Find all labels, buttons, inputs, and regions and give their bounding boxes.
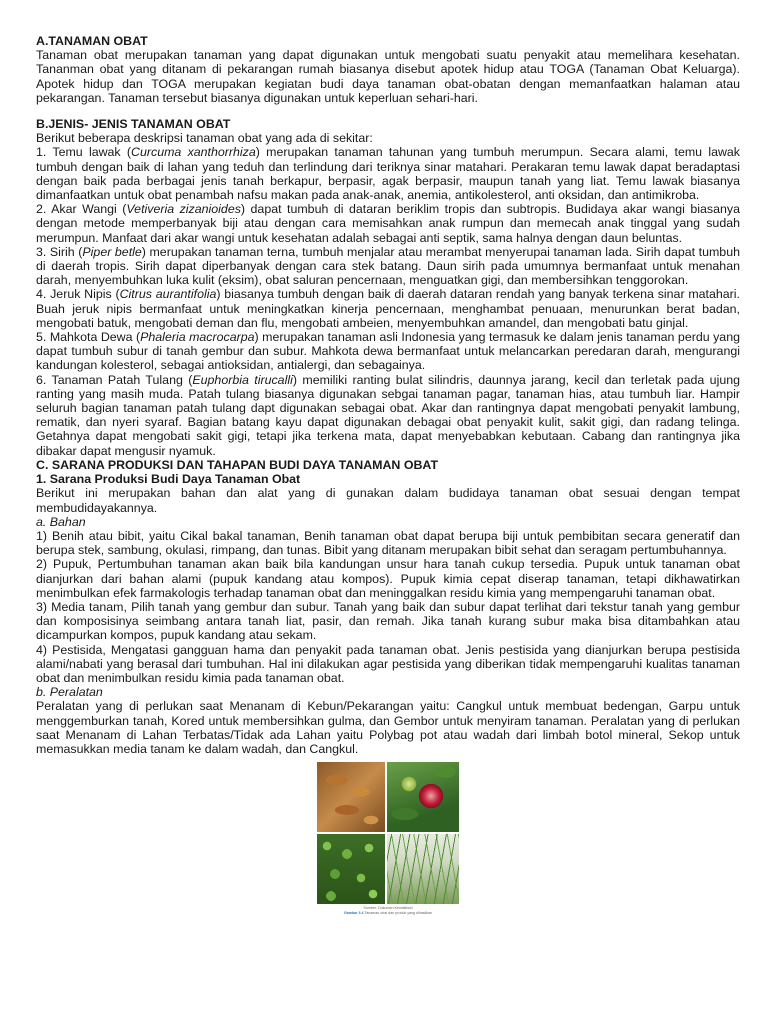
plant-item-2: 2. Akar Wangi (Vetiveria zizanioides) dapat tumbuh di dataran beriklim tropis dan subtropis. Budidaya akar wangi biasanya dengan metode memperbanyak biji atau dengan cara memisahkan anak rumpun dan memecah anak tinggal yang sudah merumpun. Manfaat dari akar wangi untuk kesehatan adalah sebagai anti septik, sama halnya dengan daun beluntas.: [36, 202, 740, 245]
figure-caption: [317, 906, 459, 915]
figure-caption-line: [317, 911, 459, 915]
plant-photo-figure: [317, 762, 459, 915]
bahan-item-2: 2) Pupuk, Pertumbuhan tanaman akan baik bila kandungan unsur hara tanah cukup tersedia. Pupuk untuk tanaman obat dianjurkan dari bahan alami (pupuk kandang atau kompos). Pupuk kimia cepat diserap tanaman, tetapi dikhawatirkan menimbulkan efek farmakologis terhadap tanaman obat dan meninggalkan residu kimia yang mempengaruhi tanaman obat.: [36, 557, 740, 600]
section-a-heading: A.TANAMAN OBAT: [36, 34, 148, 48]
section-c-subheading: 1. Sarana Produksi Budi Daya Tanaman Obat: [36, 472, 301, 487]
photo-grid: [317, 762, 459, 904]
section-b-intro: Berikut beberapa deskripsi tanaman obat yang ada di sekitar:: [36, 131, 373, 146]
rhizome-photo: [317, 762, 385, 832]
sprouts-photo: [317, 834, 385, 904]
plant-item-3: 3. Sirih (Piper betle) merupakan tanaman terna, tumbuh menjalar atau merambat menyerupai tanaman lada. Sirih dapat tumbuh di daerah tropis. Sirih dapat diperbanyak dengan cara stek batang. Daun sirih pada umumnya bermanfaat untuk menahan darah, menyembuhkan luka kulit (eksim), obat saluran pencernaan, menguatkan gigi, dan membersihkan tenggorokan.: [36, 244, 740, 288]
plant-item-4: 4. Jeruk Nipis (Citrus aurantifolia) biasanya tumbuh dengan baik di daerah dataran rendah yang banyak terkena sinar matahari. Buah jeruk nipis bermanfaat untuk meningkatkan kinerja pencernaan, menghambat penuaan, menurunkan berat badan, mengobati batuk, mengobati deman dan flu, mengobati ambeien, menyembuhkan amandel, dan mengobati batu ginjal.: [36, 287, 740, 330]
section-c-heading: C. SARANA PRODUKSI DAN TAHAPAN BUDI DAYA TANAMAN OBAT: [36, 457, 439, 472]
figure-number: Gambar 3.4: [343, 910, 364, 915]
section-b-heading: B.JENIS- JENIS TANAMAN OBAT: [36, 117, 231, 132]
bahan-item-1: 1) Benih atau bibit, yaitu Cikal bakal tanaman, Benih tanaman obat dapat berupa biji untuk pembibitan secara generatif dan berupa stek, sambung, okulasi, rimpang, dan tunas. Bibit yang ditanam merupakan bibit sehat dan seragam pertumbuhannya.: [36, 528, 740, 558]
grass-plant-photo: [387, 834, 459, 904]
figure-caption-text: Tanaman obat dan produk yang dihasilkan: [364, 910, 433, 915]
figure-source: Sumber: Dokumen Kemdikbud: [363, 906, 413, 911]
bahan-label: a. Bahan: [36, 514, 86, 529]
bahan-item-4: 4) Pestisida, Mengatasi gangguan hama dan penyakit pada tanaman obat. Jenis pestisida yang dianjurkan berupa pestisida alami/nabati yang berasal dari tumbuhan. Hal ini dilakukan agar pestisida yang diberikan tidak mempengaruhi kualitas tanaman obat dan menimbulkan residu kimia pada tanaman obat.: [36, 642, 740, 685]
bahan-item-3: 3) Media tanam, Pilih tanah yang gembur dan subur. Tanah yang baik dan subur dapat terlihat dari tekstur tanah yang gembur dan komposisinya seimbang antara tanah liat, pasir, dan remah. Jika tanah kurang subur maka bisa ditambahkan atau dicampurkan kompos, pupuk kandang atau sekam.: [36, 599, 740, 643]
peralatan-label: b. Peralatan: [36, 685, 103, 700]
plant-item-6: 6. Tanaman Patah Tulang (Euphorbia tirucalli) memiliki ranting bulat silindris, daunnya jarang, kecil dan terletak pada ujung ranting yang masih muda. Patah tulang biasanya digunakan sebgai tanaman pagar, tanaman hias, atau tumbuh liar. Hampir seluruh bagian tanaman patah tulang dapt digunakan sebagai obat. Akar dan rantingnya dapat mengobati penyakit lambung, rematik, dan nyeri syaraf. Bagian batang kayu dapat digunakan debagai obat penyakit kulit, sakit gigi, dan radang telinga. Getahnya dapat mengobati sakit gigi, tetapi jika terkena mata, dapat menyebabkan kebutaan. Cabang dan rantingnya jika dibakar dapat mengusir nyamuk.: [36, 372, 740, 458]
section-a-paragraph: Tanaman obat merupakan tanaman yang dapat digunakan untuk mengobati suatu penyakit atau memelihara kesehatan. Tananman obat yang ditanam di pekarangan rumah biasanya disebut apotek hidup atau TOGA (Tanaman Obat Keluarga). Apotek hidup dan TOGA merupakan kegiatan budi daya tanaman obat-obatan dengan memanfaatkan halaman atau pekarangan. Tanaman tersebut biasanya digunakan untuk keperluan sehari-hari.: [36, 48, 740, 105]
plant-item-1: 1. Temu lawak (Curcuma xanthorrhiza) merupakan tanaman tahunan yang tumbuh merumpun. Secara alami, temu lawak tumbuh dengan baik di lahan yang teduh dan terlindung dari teriknya sinar matahari. Perakaran temu lawak dapat beradaptasi dengan baik pada berbagai jenis tanah berkapur, berpasir, agak berpasir, maupun tanah yang liat. Temu lawak biasanya dimanfaatkan untuk obat penambah nafsu makan pada anak-anak, anemia, antikolesterol, anti oksidan, dan antimikroba.: [36, 145, 740, 203]
plant-item-5: 5. Mahkota Dewa (Phaleria macrocarpa) merupakan tanaman asli Indonesia yang termasuk ke dalam jenis tanaman perdu yang dapat tumbuh subur di tanah gembur dan subur. Mahkota dewa bermanfaat untuk melancarkan peredaran darah, mengurangi kandungan kolesterol, sebagai antioksidan, antialergi, dan sebagainya.: [36, 330, 740, 373]
peralatan-paragraph: Peralatan yang di perlukan saat Menanam di Kebun/Pekarangan yaitu: Cangkul untuk membuat bedengan, Garpu untuk menggemburkan tanah, Kored untuk membersihkan gulma, dan Gembor untuk menyiram tanaman. Peralatan yang di perlukan saat Menanam di Lahan Terbatas/Tidak ada Lahan yaitu Polybag pot atau wadah dari limbah botol mineral, Sekop untuk memasukkan media tanam ke dalam wadah, dan Cangkul.: [36, 699, 740, 756]
section-c-intro: Berikut ini merupakan bahan dan alat yang di gunakan dalam budidaya tanaman obat sesuai dengan tempat membudidayakannya.: [36, 486, 740, 515]
fruit-photo: [387, 762, 459, 832]
